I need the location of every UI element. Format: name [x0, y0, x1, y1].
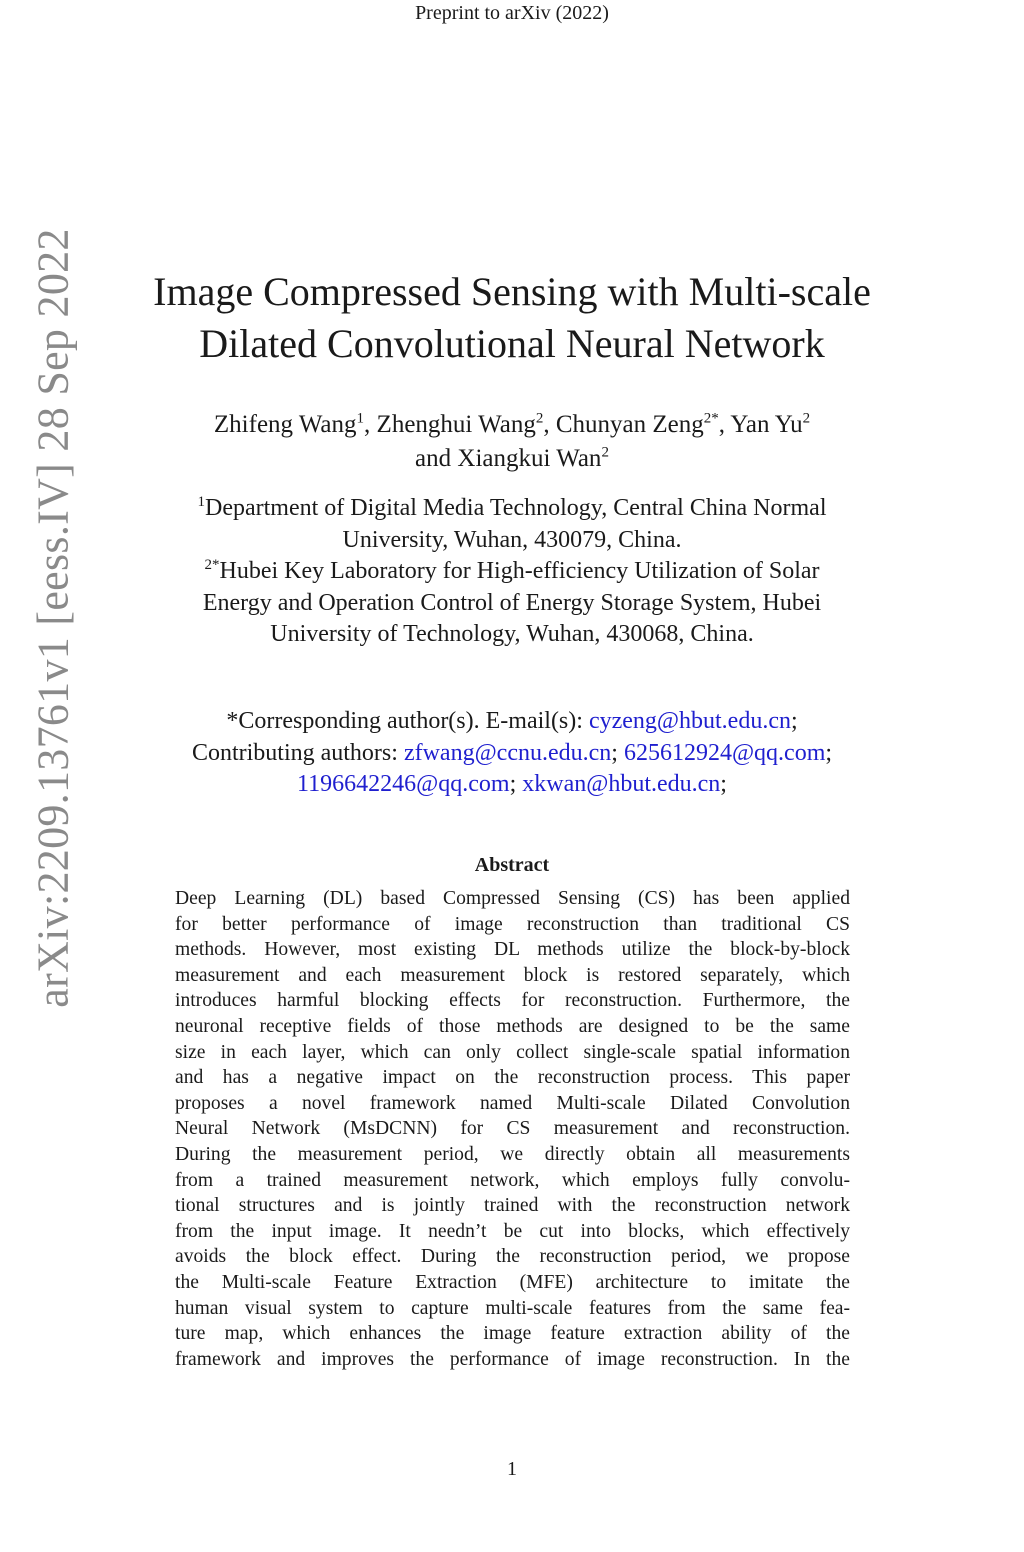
author-name: Chunyan Zeng: [555, 411, 704, 438]
author-name: Zhifeng Wang: [213, 411, 357, 438]
author-name: Xiangkui Wan: [457, 445, 602, 472]
title-line: Dilated Convolutional Neural Network: [199, 321, 825, 366]
paper-title: [0, 266, 1024, 370]
abstract-line: for better performance of image reconstruction than traditional CS: [175, 913, 850, 935]
affiliation-text: Department of Digital Media Technology, Central China Normal: [205, 495, 827, 521]
author-conjunction: and: [415, 445, 452, 472]
email-link[interactable]: cyzeng@hbut.edu.cn: [588, 708, 791, 734]
author-name: Zhenghui Wang: [376, 411, 536, 438]
abstract-line: methods. However, most existing DL methods utilize the block-by-block: [175, 939, 850, 961]
author-affiliation-mark: 1: [356, 410, 365, 427]
affiliation-line: University, Wuhan, 430079, China.: [342, 526, 682, 553]
email-separator: ;: [509, 771, 517, 797]
author-affiliation-mark: 2: [535, 410, 544, 427]
affiliations: [0, 493, 1024, 651]
running-header: Preprint to arXiv (2022): [415, 2, 609, 24]
page-number: 1: [507, 1458, 517, 1480]
abstract-line: measurement and each measurement block is restored separately, which: [175, 964, 850, 986]
corresponding-label: *Corresponding author(s). E-mail(s):: [226, 708, 583, 734]
abstract-line: neuronal receptive fields of those methods are designed to be the same: [175, 1015, 850, 1037]
abstract-line: Neural Network (MsDCNN) for CS measurement and reconstruction.: [175, 1118, 850, 1140]
author-affiliation-mark: 2*: [703, 410, 719, 427]
affiliation-mark: 2*: [204, 557, 220, 573]
arxiv-identifier-stamp: arXiv:2209.13761v1 [eess.IV] 28 Sep 2022: [28, 228, 78, 1008]
author-line: [0, 442, 1024, 476]
email-link[interactable]: zfwang@ccnu.edu.cn: [403, 739, 612, 766]
abstract-line: During the measurement period, we directly obtain all measurements: [175, 1143, 850, 1165]
abstract-line: the Multi-scale Feature Extraction (MFE) architecture to imitate the: [175, 1271, 850, 1293]
author-list: [0, 408, 1024, 476]
abstract-line: size in each layer, which can only collect single-scale spatial information: [175, 1041, 850, 1063]
abstract-line: human visual system to capture multi-scale features from the same fea-: [175, 1297, 850, 1319]
author-separator: ,: [364, 411, 371, 438]
abstract-line: from a trained measurement network, which employs fully convolu-: [175, 1169, 850, 1191]
affiliation-line: Energy and Operation Control of Energy Storage System, Hubei: [202, 589, 822, 616]
affiliation-mark: 1: [197, 494, 205, 510]
affiliation-text: Hubei Key Laboratory for High-efficiency Utilization of Solar: [219, 558, 820, 584]
abstract-line: framework and improves the performance of image reconstruction. In the: [175, 1348, 850, 1370]
affiliation-line: University of Technology, Wuhan, 430068, China.: [270, 621, 754, 647]
author-name: Yan Yu: [730, 411, 803, 438]
author-line: [0, 408, 1024, 442]
abstract-line: and has a negative impact on the reconstruction process. This paper: [175, 1067, 850, 1089]
affiliation-line: [0, 556, 1024, 588]
contact-line: [0, 769, 1024, 801]
email-separator: ;: [720, 771, 727, 797]
abstract-line: tional structures and is jointly trained with the reconstruction network: [175, 1195, 850, 1217]
author-affiliation-mark: 2: [601, 444, 609, 461]
email-link[interactable]: 1196642246@qq.com: [297, 771, 510, 797]
abstract-line: from the input image. It needn’t be cut into blocks, which effectively: [175, 1220, 850, 1242]
contact-line: [0, 706, 1024, 738]
author-separator: ,: [718, 411, 725, 438]
title-line: Image Compressed Sensing with Multi-scale: [153, 269, 871, 314]
abstract-line: ture map, which enhances the image feature extraction ability of the: [175, 1323, 850, 1345]
author-affiliation-mark: 2: [802, 410, 811, 427]
author-separator: ,: [543, 411, 550, 438]
abstract-body: [175, 886, 850, 1372]
abstract-line: introduces harmful blocking effects for reconstruction. Furthermore, the: [175, 990, 850, 1012]
affiliation-line: [0, 493, 1024, 525]
email-separator: ;: [790, 708, 798, 734]
contact-line: [0, 738, 1024, 770]
email-link[interactable]: 625612924@qq.com: [623, 739, 826, 766]
abstract-line: avoids the block effect. During the reconstruction period, we propose: [175, 1246, 850, 1268]
email-separator: ;: [611, 739, 618, 766]
abstract-line: proposes a novel framework named Multi-scale Dilated Convolution: [175, 1092, 850, 1114]
email-separator: ;: [825, 739, 833, 766]
email-link[interactable]: xkwan@hbut.edu.cn: [522, 771, 721, 797]
abstract-heading: Abstract: [474, 854, 550, 876]
contact-block: [0, 706, 1024, 801]
contributing-label: Contributing authors:: [191, 739, 398, 766]
abstract-line: Deep Learning (DL) based Compressed Sensing (CS) has been applied: [175, 888, 850, 909]
